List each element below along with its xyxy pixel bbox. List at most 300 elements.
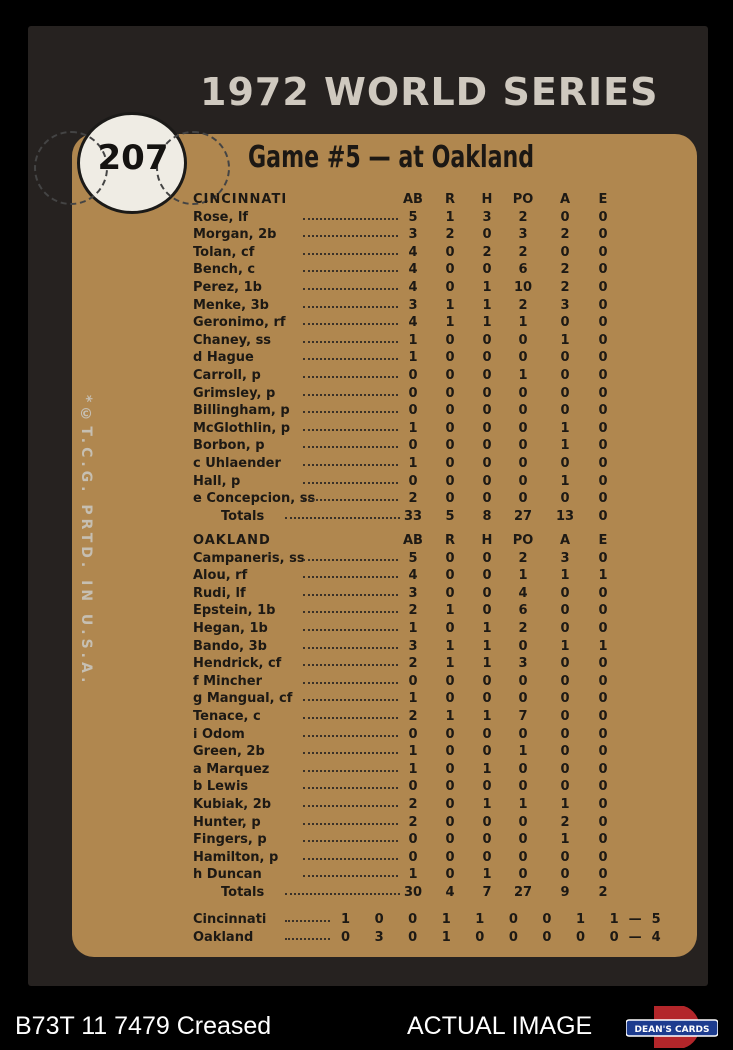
stat-cell: 0 <box>408 473 418 489</box>
stat-cell: 30 <box>403 885 423 900</box>
stat-cell: 0 <box>560 726 570 742</box>
stat-cell: 1 <box>445 297 455 313</box>
leader-dots <box>303 394 398 396</box>
stat-cell: 0 <box>482 673 492 689</box>
stat-cell: 0 <box>598 603 608 619</box>
stat-cell: 27 <box>513 885 533 900</box>
stat-cell: 0 <box>445 262 455 278</box>
leader-dots <box>303 682 398 684</box>
stat-cell: 0 <box>445 280 455 295</box>
stat-cell: 0 <box>598 673 608 689</box>
leader-dots <box>303 288 398 290</box>
player-name: Hendrick, cf <box>193 656 282 672</box>
stat-cell: 4 <box>408 280 418 295</box>
stat-cell: 1 <box>445 209 455 225</box>
table-row <box>193 674 623 691</box>
stat-cell: 2 <box>482 244 492 260</box>
stat-cell: 0 <box>408 779 418 795</box>
stat-cell: 2 <box>408 603 418 619</box>
stat-cell: 0 <box>598 403 608 419</box>
leader-dots <box>303 787 398 789</box>
stat-cell: 33 <box>403 508 423 524</box>
stat-cell: 0 <box>560 849 570 865</box>
stat-cell: 3 <box>518 227 528 243</box>
leader-dots <box>303 482 398 484</box>
column-header: H <box>481 192 493 207</box>
stat-cell: 1 <box>445 656 455 672</box>
leader-dots <box>303 323 398 325</box>
stat-cell: 0 <box>518 779 528 795</box>
stat-cell: 0 <box>482 849 492 865</box>
stat-cell: 0 <box>560 709 570 724</box>
stat-cell: 7 <box>482 885 492 900</box>
player-name: Tenace, c <box>193 709 261 724</box>
stat-cell: 0 <box>518 638 528 654</box>
table-row <box>193 832 623 849</box>
player-name: Hegan, 1b <box>193 621 268 636</box>
stat-cell: 1 <box>408 420 418 436</box>
table-row <box>193 639 623 656</box>
stat-cell: 0 <box>408 673 418 689</box>
stat-cell: 4 <box>408 315 418 331</box>
stat-cell: 1 <box>408 456 418 471</box>
inventory-caption: B73T 11 7479 Creased <box>15 1012 272 1040</box>
stat-cell: 0 <box>598 209 608 225</box>
table-row <box>193 815 623 832</box>
stat-cell: 2 <box>408 491 418 507</box>
stat-cell: 0 <box>598 227 608 243</box>
table-row <box>193 438 623 455</box>
stat-cell: 0 <box>482 779 492 795</box>
stat-cell: 1 <box>408 691 418 707</box>
stat-cell: 1 <box>482 638 492 654</box>
stat-cell: 0 <box>518 691 528 707</box>
stat-cell: 1 <box>445 709 455 724</box>
stat-cell: 0 <box>482 262 492 278</box>
stat-cell: 4 <box>408 262 418 278</box>
stat-cell: 0 <box>560 385 570 401</box>
stat-cell: 0 <box>482 491 492 507</box>
stat-cell: 0 <box>445 621 455 636</box>
player-name: Carroll, p <box>193 368 261 383</box>
stat-cell: 0 <box>560 867 570 883</box>
leader-dots <box>303 647 398 649</box>
stat-cell: 0 <box>408 726 418 742</box>
table-row <box>193 850 623 867</box>
stat-cell: 0 <box>518 814 528 830</box>
stat-cell: 7 <box>518 709 528 724</box>
leader-dots <box>303 499 398 501</box>
stat-cell: 0 <box>598 385 608 401</box>
stat-cell: 0 <box>598 420 608 436</box>
leader-dots <box>285 938 330 940</box>
stat-cell: 0 <box>560 403 570 419</box>
copyright-vertical: *©T.C.G. PRTD. IN U.S.A. <box>78 395 94 687</box>
stat-cell: 1 <box>560 797 570 812</box>
stat-cell: 1 <box>518 368 528 383</box>
stat-cell: 0 <box>598 779 608 795</box>
stat-cell: 0 <box>408 832 418 848</box>
stat-cell: 1 <box>560 832 570 848</box>
player-name: b Lewis <box>193 779 249 795</box>
stat-cell: 0 <box>445 438 455 454</box>
totals-row <box>193 509 623 526</box>
stat-cell: 0 <box>482 473 492 489</box>
linescore-team: Oakland <box>193 930 254 945</box>
leader-dots <box>303 306 398 308</box>
stat-cell: 1 <box>408 744 418 760</box>
leader-dots <box>303 235 398 237</box>
totals-row <box>193 885 623 902</box>
stat-cell: 0 <box>560 761 570 777</box>
table-row <box>193 262 623 279</box>
table-row <box>193 386 623 403</box>
stat-cell: 4 <box>408 244 418 260</box>
stat-cell: 0 <box>445 473 455 489</box>
stat-cell: 0 <box>518 726 528 742</box>
stat-cell: 0 <box>445 744 455 760</box>
player-name: Billingham, p <box>193 403 290 419</box>
stat-cell: 1 <box>408 350 418 366</box>
table-row <box>193 368 623 385</box>
table-row <box>193 245 623 262</box>
column-header: E <box>598 533 608 548</box>
stat-cell: 3 <box>408 638 418 654</box>
stat-cell: 0 <box>560 603 570 619</box>
table-row <box>193 280 623 297</box>
stat-cell: 0 <box>598 262 608 278</box>
leader-dots <box>303 218 398 220</box>
leader-dots <box>303 376 398 378</box>
stat-cell: 0 <box>445 691 455 707</box>
player-name: Rose, lf <box>193 209 249 225</box>
column-header: AB <box>403 533 423 548</box>
table-row <box>193 210 623 227</box>
stat-cell: 0 <box>518 403 528 419</box>
stat-cell: 4 <box>408 568 418 584</box>
actual-image-caption: ACTUAL IMAGE <box>407 1012 593 1040</box>
leader-dots <box>303 270 398 272</box>
player-name: Geronimo, rf <box>193 315 286 331</box>
stat-cell: 0 <box>482 691 492 707</box>
player-name: Totals <box>221 508 265 524</box>
table-row <box>193 656 623 673</box>
column-header: PO <box>512 192 534 207</box>
player-name: c Uhlaender <box>193 456 281 471</box>
stat-cell: 2 <box>518 297 528 313</box>
stat-cell: 2 <box>598 885 608 900</box>
table-header-row <box>193 192 623 209</box>
stat-cell: 1 <box>482 656 492 672</box>
column-header: PO <box>512 533 534 548</box>
stat-cell: 2 <box>408 814 418 830</box>
player-name: Hall, p <box>193 473 241 489</box>
stat-cell: 0 <box>598 491 608 507</box>
leader-dots <box>303 717 398 719</box>
stat-cell: 0 <box>445 779 455 795</box>
leader-dots <box>303 559 398 561</box>
stat-cell: 1 <box>518 568 528 584</box>
table-row <box>193 350 623 367</box>
stat-cell: 0 <box>482 568 492 584</box>
stat-cell: 1 <box>598 568 608 584</box>
table-row <box>193 867 623 884</box>
player-name: Morgan, 2b <box>193 227 277 243</box>
stat-cell: 3 <box>408 227 418 243</box>
stat-cell: 0 <box>445 368 455 383</box>
stat-cell: 0 <box>518 832 528 848</box>
table-row <box>193 333 623 350</box>
player-name: Totals <box>221 885 265 900</box>
stat-cell: 0 <box>482 385 492 401</box>
stat-cell: 6 <box>518 262 528 278</box>
linescore-row-oakland <box>193 930 671 947</box>
table-row <box>193 568 623 585</box>
stat-cell: 0 <box>408 385 418 401</box>
stat-cell: 0 <box>445 403 455 419</box>
player-name: i Odom <box>193 726 245 742</box>
deans-cards-logo <box>626 1004 718 1050</box>
column-header: E <box>598 192 608 207</box>
player-name: g Mangual, cf <box>193 691 293 707</box>
stat-cell: 0 <box>518 867 528 883</box>
stat-cell: 0 <box>560 621 570 636</box>
leader-dots <box>285 920 330 922</box>
linescore-row-cincinnati <box>193 912 671 929</box>
series-title: 1972 WORLD SERIES <box>200 70 659 114</box>
column-header: H <box>481 533 493 548</box>
table-row <box>193 315 623 332</box>
table-row <box>193 691 623 708</box>
leader-dots <box>285 893 400 895</box>
stat-cell: 0 <box>560 350 570 366</box>
stat-cell: 2 <box>408 797 418 812</box>
leader-dots <box>303 840 398 842</box>
linescore-innings: 0 3 0 1 0 0 0 0 0—4 <box>341 930 671 945</box>
player-name: Chaney, ss <box>193 332 272 348</box>
stat-cell: 0 <box>445 673 455 689</box>
stat-cell: 0 <box>408 849 418 865</box>
stat-cell: 1 <box>408 332 418 348</box>
table-row <box>193 621 623 638</box>
player-name: Tolan, cf <box>193 244 255 260</box>
stat-cell: 0 <box>445 761 455 777</box>
stat-cell: 0 <box>445 726 455 742</box>
stat-cell: 1 <box>445 638 455 654</box>
card-number: 207 <box>97 138 169 178</box>
stat-cell: 1 <box>482 761 492 777</box>
stat-cell: 0 <box>482 550 492 566</box>
stat-cell: 5 <box>408 209 418 225</box>
stat-cell: 2 <box>560 227 570 243</box>
stat-cell: 0 <box>518 473 528 489</box>
stat-cell: 1 <box>560 420 570 436</box>
stat-cell: 1 <box>560 332 570 348</box>
player-name: f Mincher <box>193 673 263 689</box>
stat-cell: 0 <box>560 656 570 672</box>
leader-dots <box>303 253 398 255</box>
stat-cell: 0 <box>482 726 492 742</box>
stat-cell: 1 <box>518 797 528 812</box>
leader-dots <box>303 858 398 860</box>
stat-cell: 0 <box>560 673 570 689</box>
stat-cell: 0 <box>518 673 528 689</box>
stat-cell: 0 <box>445 350 455 366</box>
stat-cell: 0 <box>598 726 608 742</box>
player-name: Epstein, 1b <box>193 603 276 619</box>
player-name: Green, 2b <box>193 744 265 760</box>
stat-cell: 3 <box>408 297 418 313</box>
stat-cell: 1 <box>482 315 492 331</box>
leader-dots <box>303 664 398 666</box>
stat-cell: 0 <box>598 832 608 848</box>
stat-cell: 0 <box>408 368 418 383</box>
stat-cell: 0 <box>445 456 455 471</box>
stat-cell: 0 <box>482 603 492 619</box>
stat-cell: 13 <box>555 508 575 524</box>
stat-cell: 3 <box>482 209 492 225</box>
stat-cell: 0 <box>598 761 608 777</box>
table-row <box>193 762 623 779</box>
leader-dots <box>303 446 398 448</box>
stat-cell: 1 <box>482 867 492 883</box>
linescore-innings: 1 0 0 1 1 0 0 1 1—5 <box>341 912 671 927</box>
player-name: Rudi, lf <box>193 585 246 601</box>
stat-cell: 0 <box>598 691 608 707</box>
stat-cell: 0 <box>445 585 455 601</box>
stat-cell: 1 <box>408 867 418 883</box>
player-name: Bench, c <box>193 262 256 278</box>
stat-cell: 1 <box>598 638 608 654</box>
stat-cell: 0 <box>518 420 528 436</box>
player-name: Alou, rf <box>193 568 248 584</box>
player-name: Hunter, p <box>193 814 261 830</box>
stat-cell: 0 <box>598 350 608 366</box>
stat-cell: 0 <box>445 491 455 507</box>
stat-cell: 0 <box>560 779 570 795</box>
table-row <box>193 456 623 473</box>
leader-dots <box>303 611 398 613</box>
stat-cell: 6 <box>518 603 528 619</box>
stat-cell: 8 <box>482 508 492 524</box>
stat-cell: 0 <box>445 849 455 865</box>
stat-cell: 2 <box>560 280 570 295</box>
column-header: A <box>559 533 571 548</box>
stat-cell: 1 <box>560 438 570 454</box>
stat-cell: 0 <box>518 761 528 777</box>
leader-dots <box>303 576 398 578</box>
stat-cell: 2 <box>445 227 455 243</box>
stat-cell: 0 <box>445 420 455 436</box>
stat-cell: 1 <box>482 280 492 295</box>
stat-cell: 2 <box>560 262 570 278</box>
leader-dots <box>303 358 398 360</box>
stat-cell: 2 <box>408 709 418 724</box>
stat-cell: 0 <box>482 832 492 848</box>
stat-cell: 0 <box>482 420 492 436</box>
leader-dots <box>303 752 398 754</box>
game-title: Game #5 — at Oakland <box>248 140 535 175</box>
stat-cell: 0 <box>408 438 418 454</box>
stat-cell: 0 <box>598 585 608 601</box>
leader-dots <box>303 735 398 737</box>
stat-cell: 0 <box>482 814 492 830</box>
stat-cell: 0 <box>560 244 570 260</box>
stat-cell: 0 <box>482 227 492 243</box>
stat-cell: 0 <box>445 332 455 348</box>
stat-cell: 0 <box>445 832 455 848</box>
player-name: Fingers, p <box>193 832 267 848</box>
leader-dots <box>303 770 398 772</box>
stat-cell: 0 <box>482 456 492 471</box>
stat-cell: 0 <box>518 385 528 401</box>
stat-cell: 0 <box>560 315 570 331</box>
stat-cell: 3 <box>518 656 528 672</box>
table-row <box>193 709 623 726</box>
stat-cell: 0 <box>598 709 608 724</box>
stat-cell: 0 <box>598 332 608 348</box>
table-row <box>193 474 623 491</box>
column-header: R <box>444 533 455 548</box>
stat-cell: 0 <box>518 849 528 865</box>
table-row <box>193 551 623 568</box>
player-name: Campaneris, ss <box>193 550 305 566</box>
stat-cell: 0 <box>598 797 608 812</box>
stat-cell: 0 <box>518 456 528 471</box>
stat-cell: 1 <box>560 473 570 489</box>
stat-cell: 0 <box>598 315 608 331</box>
stat-cell: 0 <box>598 280 608 295</box>
stat-cell: 0 <box>445 867 455 883</box>
leader-dots <box>303 805 398 807</box>
stat-cell: 1 <box>560 568 570 584</box>
stat-cell: 9 <box>560 885 570 900</box>
table-row <box>193 421 623 438</box>
leader-dots <box>303 411 398 413</box>
stat-cell: 0 <box>560 209 570 225</box>
stat-cell: 5 <box>408 550 418 566</box>
stat-cell: 27 <box>513 508 533 524</box>
stat-cell: 0 <box>598 744 608 760</box>
stat-cell: 0 <box>482 585 492 601</box>
column-header: A <box>559 192 571 207</box>
table-row <box>193 491 623 508</box>
stat-cell: 3 <box>560 550 570 566</box>
stat-cell: 2 <box>560 814 570 830</box>
stat-cell: 0 <box>518 350 528 366</box>
stat-cell: 0 <box>482 744 492 760</box>
stat-cell: 2 <box>518 244 528 260</box>
player-name: Borbon, p <box>193 438 265 454</box>
leader-dots <box>303 875 398 877</box>
stat-cell: 0 <box>482 350 492 366</box>
stat-cell: 0 <box>445 568 455 584</box>
column-header: AB <box>403 192 423 207</box>
player-name: Perez, 1b <box>193 280 262 295</box>
stat-cell: 0 <box>560 368 570 383</box>
stat-cell: 0 <box>482 368 492 383</box>
stat-cell: 2 <box>518 621 528 636</box>
stat-cell: 0 <box>560 744 570 760</box>
table-row <box>193 744 623 761</box>
leader-dots <box>303 629 398 631</box>
stat-cell: 1 <box>518 315 528 331</box>
stat-cell: 0 <box>598 438 608 454</box>
stat-cell: 1 <box>482 621 492 636</box>
stat-cell: 2 <box>408 656 418 672</box>
stat-cell: 0 <box>518 438 528 454</box>
leader-dots <box>303 699 398 701</box>
